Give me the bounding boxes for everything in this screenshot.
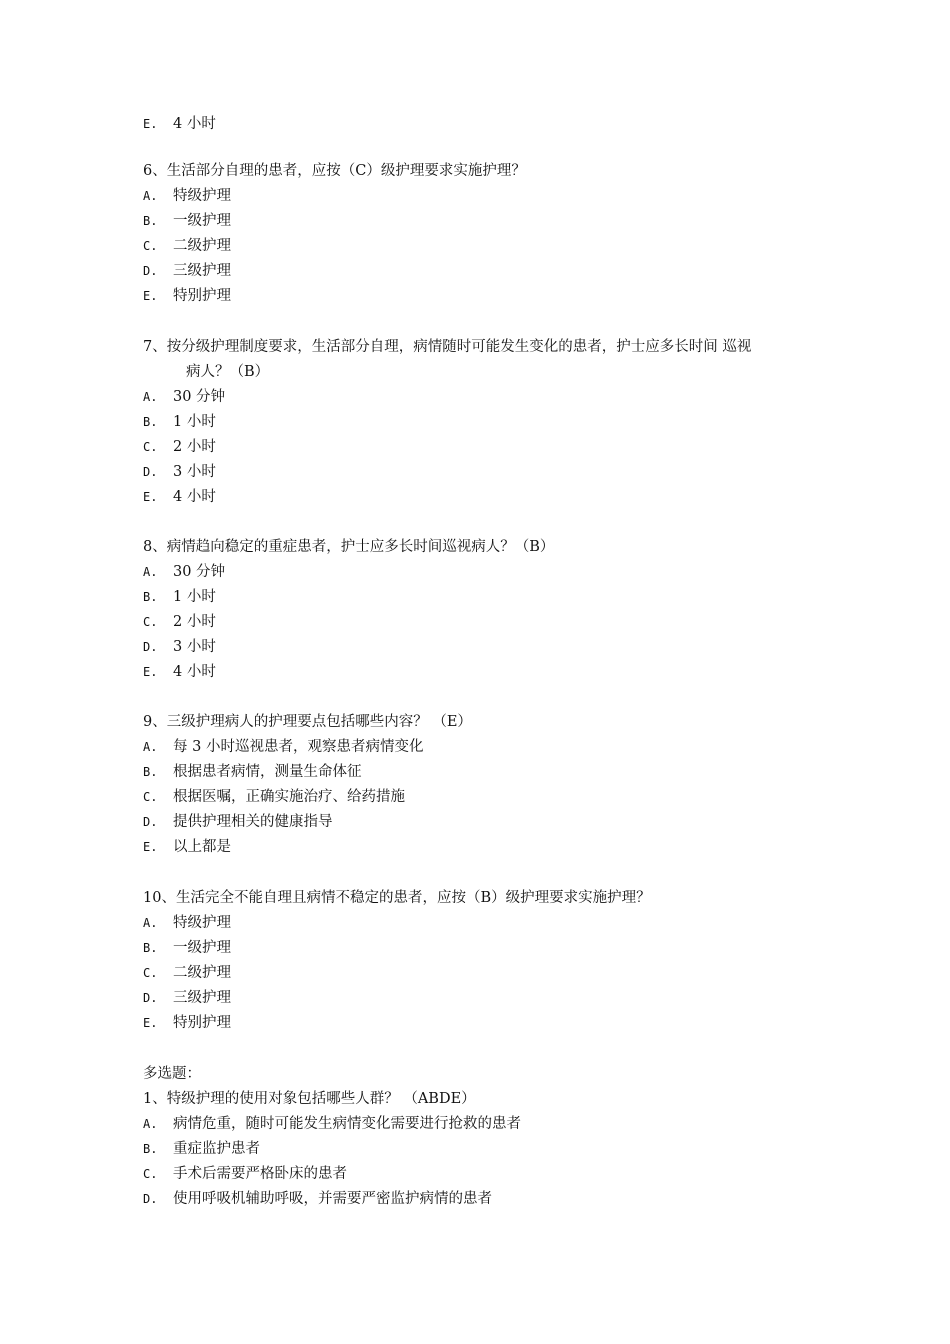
option-text: 2 小时 bbox=[173, 614, 216, 630]
option-line bbox=[143, 114, 216, 134]
option-text: 1 小时 bbox=[173, 589, 216, 605]
option-line bbox=[143, 988, 231, 1008]
option-text: 特级护理 bbox=[173, 188, 231, 204]
option-letter: B. bbox=[143, 590, 158, 604]
option-line bbox=[143, 211, 231, 231]
option-text: 4 小时 bbox=[173, 489, 216, 505]
option-letter: B. bbox=[143, 1142, 158, 1156]
question-line: 1、特级护理的使用对象包括哪些人群？ （ABDE） bbox=[143, 1091, 476, 1107]
question-line: 6、生活部分自理的患者，应按（C）级护理要求实施护理？ bbox=[143, 163, 526, 179]
option-letter: C. bbox=[143, 1167, 158, 1181]
option-text: 手术后需要严格卧床的患者 bbox=[173, 1166, 347, 1182]
option-text: 30 分钟 bbox=[173, 564, 226, 580]
option-letter: C. bbox=[143, 239, 158, 253]
option-line bbox=[143, 1114, 521, 1134]
option-line bbox=[143, 462, 216, 482]
option-letter: B. bbox=[143, 765, 158, 779]
option-letter: E. bbox=[143, 1016, 158, 1030]
option-line bbox=[143, 1164, 347, 1184]
option-text: 3 小时 bbox=[173, 639, 216, 655]
option-letter: E. bbox=[143, 665, 158, 679]
option-line bbox=[143, 913, 231, 933]
option-line bbox=[143, 662, 216, 682]
question-line: 10、生活完全不能自理且病情不稳定的患者，应按（B）级护理要求实施护理？ bbox=[143, 890, 651, 906]
option-line bbox=[143, 286, 231, 306]
option-text: 30 分钟 bbox=[173, 389, 226, 405]
option-line bbox=[143, 612, 216, 632]
option-line bbox=[143, 1189, 492, 1209]
option-text: 三级护理 bbox=[173, 990, 231, 1006]
option-letter: E. bbox=[143, 117, 158, 131]
option-text: 重症监护患者 bbox=[173, 1141, 260, 1157]
option-letter: A. bbox=[143, 1117, 158, 1131]
section-heading: 多选题： bbox=[143, 1066, 201, 1082]
option-line bbox=[143, 412, 216, 432]
option-letter: D. bbox=[143, 640, 158, 654]
option-letter: D. bbox=[143, 264, 158, 278]
option-line bbox=[143, 762, 362, 782]
option-line bbox=[143, 186, 231, 206]
option-letter: A. bbox=[143, 565, 158, 579]
option-letter: B. bbox=[143, 415, 158, 429]
option-line bbox=[143, 562, 225, 582]
option-line bbox=[143, 487, 216, 507]
option-text: 一级护理 bbox=[173, 940, 231, 956]
option-line bbox=[143, 963, 231, 983]
question-line: 8、病情趋向稳定的重症患者，护士应多长时间巡视病人？（B） bbox=[143, 539, 555, 555]
option-line bbox=[143, 837, 231, 857]
option-line bbox=[143, 1013, 231, 1033]
option-text: 病情危重，随时可能发生病情变化需要进行抢救的患者 bbox=[173, 1116, 521, 1132]
question-line: 7、按分级护理制度要求，生活部分自理，病情随时可能发生变化的患者，护士应多长时间 巡视 bbox=[143, 339, 752, 355]
option-letter: B. bbox=[143, 214, 158, 228]
option-line bbox=[143, 1139, 260, 1159]
option-line bbox=[143, 587, 216, 607]
option-text: 3 小时 bbox=[173, 464, 216, 480]
option-line bbox=[143, 387, 225, 407]
option-text: 每 3 小时巡视患者，观察患者病情变化 bbox=[173, 739, 424, 755]
option-text: 4 小时 bbox=[173, 664, 216, 680]
option-text: 二级护理 bbox=[173, 238, 231, 254]
option-text: 一级护理 bbox=[173, 213, 231, 229]
option-text: 1 小时 bbox=[173, 414, 216, 430]
question-continuation: 病人？（B） bbox=[186, 364, 270, 380]
option-letter: D. bbox=[143, 991, 158, 1005]
option-letter: E. bbox=[143, 289, 158, 303]
question-line: 9、三级护理病人的护理要点包括哪些内容？ （E） bbox=[143, 714, 472, 730]
option-text: 特级护理 bbox=[173, 915, 231, 931]
option-text: 使用呼吸机辅助呼吸，并需要严密监护病情的患者 bbox=[173, 1191, 492, 1207]
option-letter: E. bbox=[143, 840, 158, 854]
option-text: 4 小时 bbox=[173, 116, 216, 132]
option-line bbox=[143, 637, 216, 657]
option-letter: A. bbox=[143, 916, 158, 930]
option-letter: C. bbox=[143, 790, 158, 804]
option-text: 二级护理 bbox=[173, 965, 231, 981]
option-line bbox=[143, 236, 231, 256]
option-line bbox=[143, 261, 231, 281]
option-letter: A. bbox=[143, 740, 158, 754]
option-line bbox=[143, 787, 405, 807]
option-line bbox=[143, 437, 216, 457]
option-text: 特别护理 bbox=[173, 1015, 231, 1031]
option-line bbox=[143, 737, 423, 757]
option-text: 三级护理 bbox=[173, 263, 231, 279]
option-text: 2 小时 bbox=[173, 439, 216, 455]
option-text: 根据医嘱，正确实施治疗、给药措施 bbox=[173, 789, 405, 805]
option-text: 以上都是 bbox=[173, 839, 231, 855]
option-letter: E. bbox=[143, 490, 158, 504]
option-text: 根据患者病情，测量生命体征 bbox=[173, 764, 362, 780]
option-letter: C. bbox=[143, 615, 158, 629]
option-letter: C. bbox=[143, 966, 158, 980]
option-letter: D. bbox=[143, 1192, 158, 1206]
option-line bbox=[143, 938, 231, 958]
option-line bbox=[143, 812, 333, 832]
option-letter: A. bbox=[143, 189, 158, 203]
option-text: 提供护理相关的健康指导 bbox=[173, 814, 333, 830]
option-letter: D. bbox=[143, 465, 158, 479]
option-letter: D. bbox=[143, 815, 158, 829]
option-letter: C. bbox=[143, 440, 158, 454]
option-text: 特别护理 bbox=[173, 288, 231, 304]
option-letter: B. bbox=[143, 941, 158, 955]
option-letter: A. bbox=[143, 390, 158, 404]
